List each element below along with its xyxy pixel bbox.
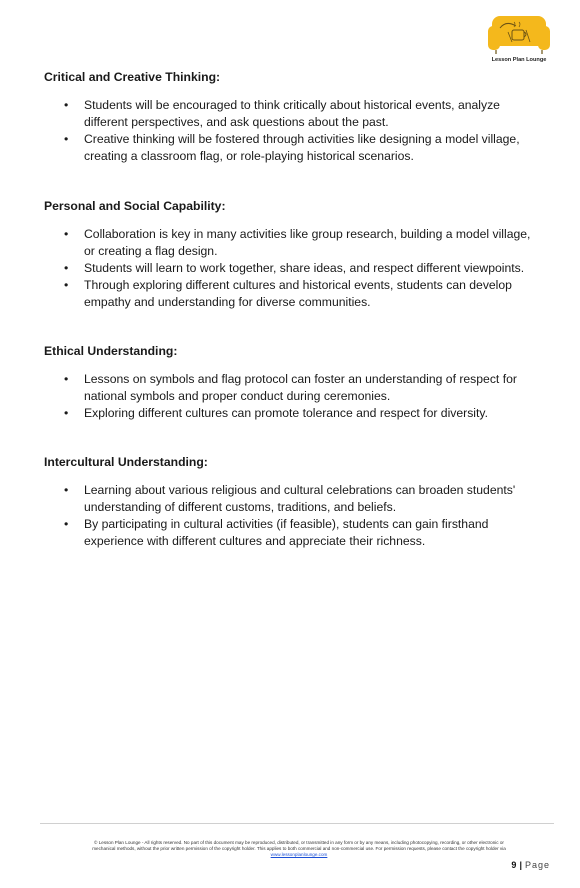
bullet-icon: • xyxy=(64,517,69,531)
logo-label: Lesson Plan Lounge xyxy=(491,57,547,63)
list-item xyxy=(44,260,544,277)
bullet-icon: • xyxy=(64,372,69,386)
lesson-plan-lounge-logo xyxy=(484,12,554,72)
bullet-icon: • xyxy=(64,132,69,146)
list-item xyxy=(44,516,544,550)
list-item-line: Students will be encouraged to think critically about historical events, analyze xyxy=(84,98,500,112)
page-label: Page xyxy=(524,860,550,870)
copyright-line: © Lesson Plan Lounge - All rights reserved. No part of this document may be reproduced, distributed, or transmitted in any form or by any means, including photocopying, recording, or other electronic or xyxy=(94,840,504,845)
copyright-notice xyxy=(44,840,554,858)
bullet-list xyxy=(44,97,544,165)
page-number-value: 9 xyxy=(511,860,518,870)
list-item-line: empathy and understanding for diverse communities. xyxy=(84,295,371,309)
bullet-icon: • xyxy=(64,278,69,292)
sofa-logo-icon xyxy=(486,12,552,56)
list-item xyxy=(44,277,544,311)
footer-divider xyxy=(40,823,554,824)
list-item-line: Learning about various religious and cultural celebrations can broaden students' xyxy=(84,483,516,497)
list-item-line: or creating a flag design. xyxy=(84,244,218,258)
section-title: Intercultural Understanding: xyxy=(44,455,208,469)
bullet-icon: • xyxy=(64,227,69,241)
list-item-line: Exploring different cultures can promote tolerance and respect for diversity. xyxy=(84,406,488,420)
list-item-line: Creative thinking will be fostered through activities like designing a model village, xyxy=(84,132,520,146)
list-item xyxy=(44,405,544,422)
bullet-icon: • xyxy=(64,98,69,112)
bullet-list xyxy=(44,482,544,550)
list-item-line: Collaboration is key in many activities like group research, building a model village, xyxy=(84,227,531,241)
list-item-line: national symbols and proper conduct during ceremonies. xyxy=(84,389,391,403)
list-item xyxy=(44,482,544,516)
section-title: Critical and Creative Thinking: xyxy=(44,70,221,84)
bullet-icon: • xyxy=(64,483,69,497)
list-item xyxy=(44,131,544,165)
list-item-line: Students will learn to work together, share ideas, and respect different viewpoints. xyxy=(84,261,525,275)
copyright-line: mechanical methods, without the prior written permission of the copyright holder. This applies to both commercial and non-commercial use. For permission requests, please contact the copyright holder via xyxy=(92,846,506,851)
list-item-line: different perspectives, and ask questions about the past. xyxy=(84,115,389,129)
section-title: Ethical Understanding: xyxy=(44,344,178,358)
list-item-line: creating a classroom flag, or role-playing historical scenarios. xyxy=(84,149,414,163)
list-item-line: Through exploring different cultures and historical events, students can develop xyxy=(84,278,512,292)
bullet-list xyxy=(44,371,544,422)
list-item-line: understanding of different customs, traditions, and beliefs. xyxy=(84,500,397,514)
list-item xyxy=(44,226,544,260)
list-item xyxy=(44,371,544,405)
section-title: Personal and Social Capability: xyxy=(44,199,226,213)
section-ethical-understanding xyxy=(44,344,544,422)
section-personal-social-capability xyxy=(44,199,544,311)
page-number xyxy=(511,860,550,870)
list-item xyxy=(44,97,544,131)
website-link[interactable]: www.lessonplanlounge.com xyxy=(270,852,328,857)
section-intercultural-understanding xyxy=(44,455,544,550)
list-item-line: experience with different cultures and appreciate their richness. xyxy=(84,534,426,548)
bullet-icon: • xyxy=(64,406,69,420)
list-item-line: By participating in cultural activities (if feasible), students can gain firsthand xyxy=(84,517,489,531)
bullet-list xyxy=(44,226,544,311)
list-item-line: Lessons on symbols and flag protocol can foster an understanding of respect for xyxy=(84,372,517,386)
section-critical-creative-thinking xyxy=(44,70,544,165)
page-number-separator: | xyxy=(519,860,523,870)
bullet-icon: • xyxy=(64,261,69,275)
